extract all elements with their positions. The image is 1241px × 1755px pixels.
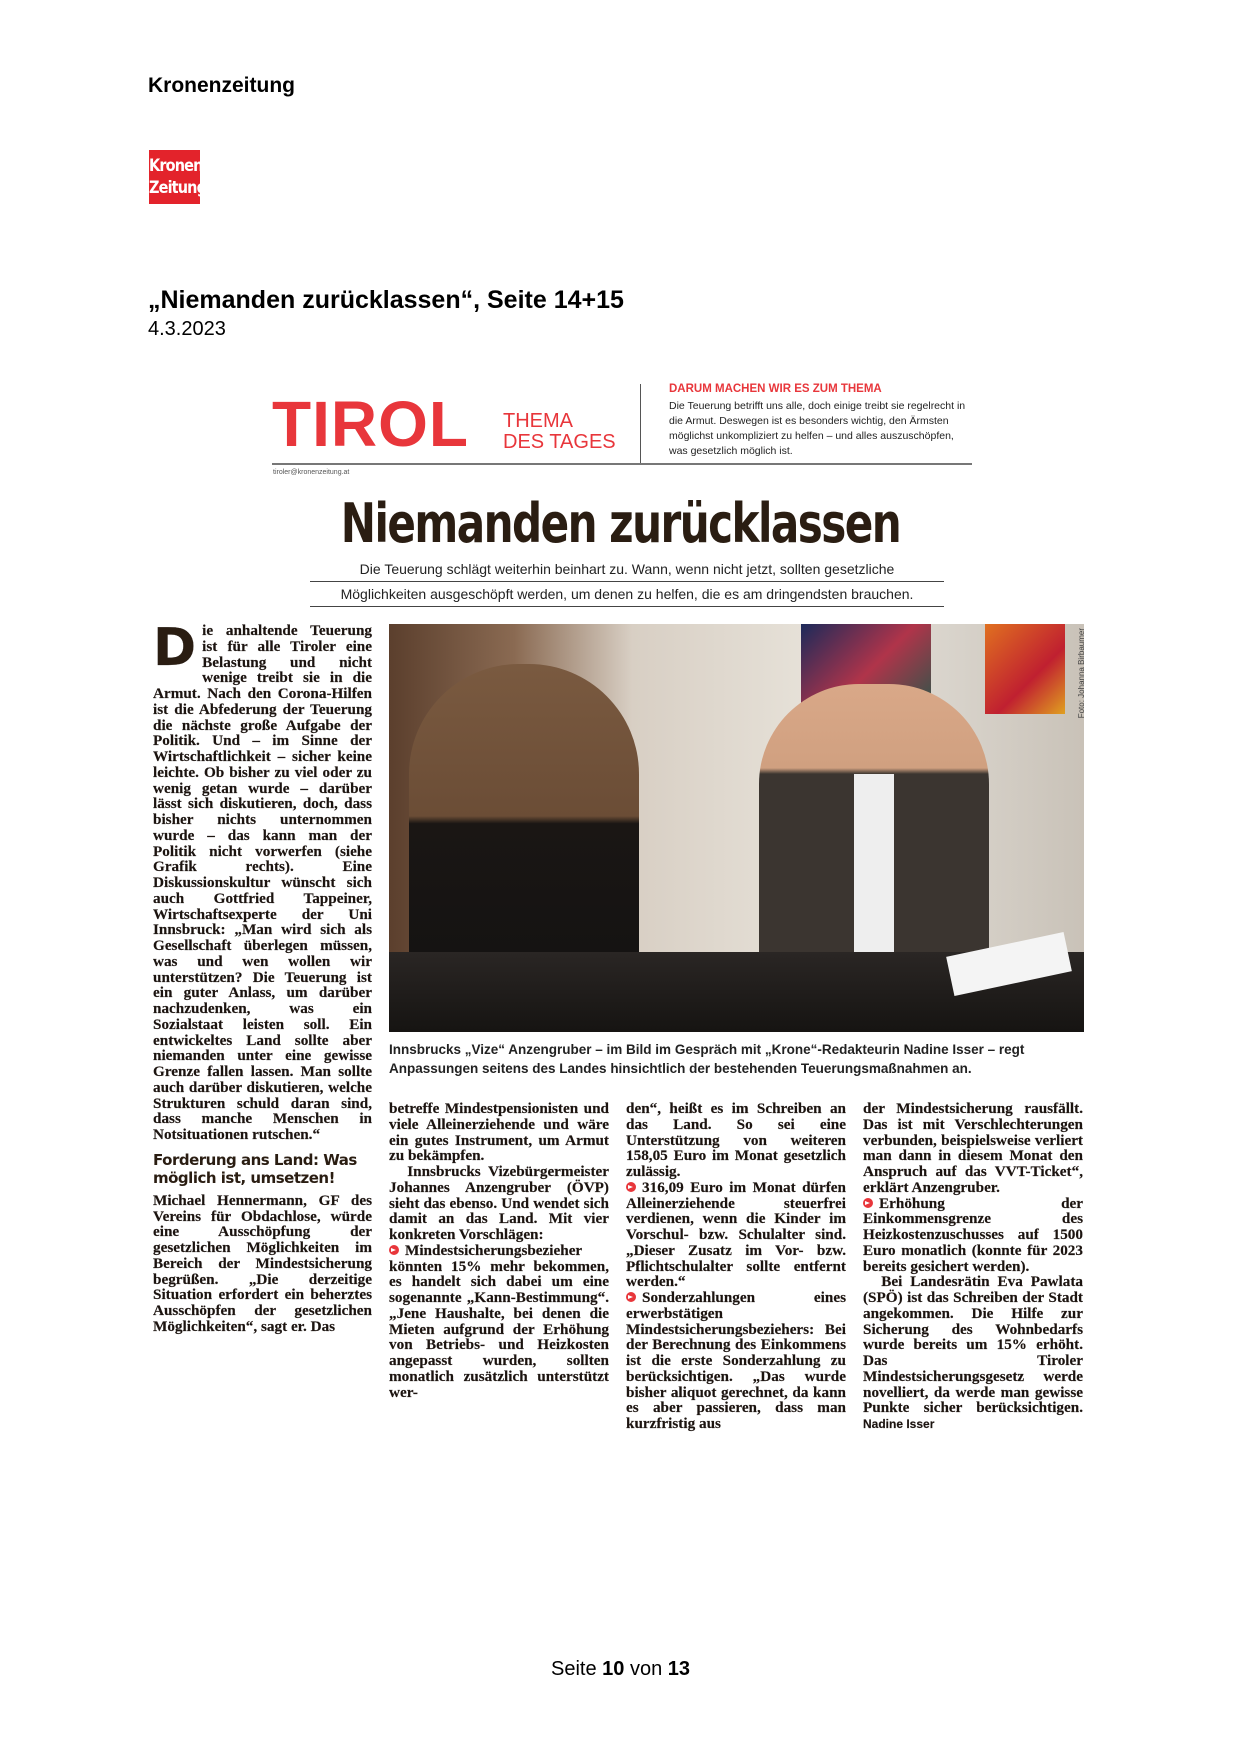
subheadline <box>310 557 944 607</box>
bullet-icon <box>626 1292 636 1302</box>
paragraph: der Mindestsicherung rausfällt. Das ist mit Verschlechterungen verbunden, beispielsweise verliert man dann in diesem Monat den Anspruch auf das VVT-Ticket“, erklärt Anzengruber. <box>863 1100 1083 1196</box>
why-heading: DARUM MACHEN WIR ES ZUM THEMA <box>669 383 882 395</box>
text-column-2 <box>389 1101 609 1400</box>
paragraph: ie anhaltende Teuerung ist für alle Tiroler eine Belastung und nicht wenige treibt sie in die Armut. Nach den Corona-Hilfen ist die Abfederung der Teuerung die nächste große Aufgabe der Politik. Und – im Sinne der Wirtschaftlichkeit – sicher keine leichte. Ob bisher zu viel oder zu wenig getan wurde – darüber lässt sich diskutieren, doch, dass bisher nichts unternommen wurde – das kann man der Politik nicht vorwerfen (siehe Grafik rechts). Eine Diskussionskultur wünscht sich auch Gottfried Tappeiner, Wirtschaftsexperte der Uni Innsbruck: „Man wird sich als Gesellschaft überlegen müssen, was und wen wollen wir unterstützen? Die Teuerung ist ein guter Anlass, um darüber nachzudenken, was ein Sozialstaat leisten soll. Ein entwickeltes Land sollte aber niemanden unter eine gewisse Grenze fallen lassen. Man sollte auch darüber diskutieren, welche Strukturen schuld daran sind, dass manche Menschen in Notsituationen rutschen.“ <box>153 622 372 1143</box>
paragraph: Innsbrucks Vizebürgermeister Johannes Anzengruber (ÖVP) sieht das ebenso. Und wendet sich damit an das Land. Mit vier konkreten Vorschlägen: <box>389 1163 609 1243</box>
bullet-icon <box>389 1245 399 1255</box>
divider <box>272 463 972 465</box>
article-title: „Niemanden zurücklassen“, Seite 14+15 <box>148 286 624 314</box>
article-photo <box>389 624 1084 1032</box>
source-name: Kronenzeitung <box>148 74 295 97</box>
kronen-zeitung-logo <box>149 150 207 204</box>
page-prefix: Seite <box>550 1658 597 1680</box>
paragraph: den“, heißt es im Schreiben an das Land. So sei eine Unterstützung von weiteren 158,05 Euro im Monat gesetzlich zulässig. <box>626 1100 846 1180</box>
section-title: TIROL <box>272 388 469 460</box>
paragraph: 316,09 Euro im Monat dürfen Alleinerziehende steuerfrei verdienen, wenn die Kinder im Vorschul- bzw. Schulalter sind. „Dieser Zusatz im Vor- bzw. Pflichtschulalter sollte entfernt werden.“ <box>626 1178 846 1291</box>
bullet-icon <box>626 1182 636 1192</box>
photo-credit: Foto: Johanna Birbaumer <box>1077 628 1086 719</box>
text-column-1 <box>153 618 372 1335</box>
page-number <box>0 1658 1241 1681</box>
subheading: Forderung ans Land: Was möglich ist, umsetzen! <box>153 1150 357 1187</box>
paragraph: Mindestsicherungsbezieher könnten 15% mehr bekommen, es handelt sich dabei um eine sogenannte „Kann-Bestimmung“. „Jene Haushalte, bei denen die Mieten aufgrund der Erhöhung von Betriebs- und Heizkosten angepasst wurden, sollten monatlich zusätzlich unterstützt wer- <box>389 1241 609 1401</box>
paragraph: Sonderzahlungen eines erwerbstätigen Mindestsicherungsbeziehers: Bei der Berechnung des Einkommens ist die erste Sonderzahlung zu berücksichtigen. „Das wurde bisher aliquot gerechnet, da kann es aber passieren, dass man kurzfristig aus <box>626 1289 846 1432</box>
photo-caption: Innsbrucks „Vize“ Anzengruber – im Bild im Gespräch mit „Krone“-Redakteurin Nadine Isser – regt Anpassungen seitens des Landes hinsichtlich der bestehenden Teuerungsmaßnahmen an. <box>389 1042 1025 1076</box>
section-subtitle <box>503 411 616 453</box>
contact-email: tiroler@kronenzeitung.at <box>273 469 350 476</box>
paragraph: Erhöhung der Einkommensgrenze des Heizkostenzuschusses auf 1500 Euro monatlich (konnte für 2023 bereits gesichert werden). <box>863 1194 1083 1275</box>
total-pages: 13 <box>667 1658 691 1680</box>
drop-cap: D <box>153 618 197 678</box>
subheadline-line: Die Teuerung schlägt weiterhin beinhart zu. Wann, wenn nicht jetzt, sollten gesetzliche <box>310 557 944 582</box>
paragraph: betreffe Mindestpensionisten und viele Alleinerziehende und wäre ein gutes Instrument, um Armut zu bekämpfen. <box>389 1100 609 1165</box>
shirt <box>854 774 894 974</box>
page-of: von <box>629 1658 663 1680</box>
section-subtitle-line: DES TAGES <box>503 431 616 453</box>
author: Nadine Isser <box>863 1417 935 1431</box>
logo-line-2: Zeitung <box>149 178 207 198</box>
subheadline-line: Möglichkeiten ausgeschöpft werden, um denen zu helfen, die es am dringendsten brauchen. <box>310 582 944 607</box>
logo-line-1: Kronen <box>149 156 203 176</box>
paragraph: Michael Hennermann, GF des Vereins für Obdachlose, würde eine Ausschöpfung der gesetzlichen Möglichkeiten im Bereich der Mindestsicherung begrüßen. „Die derzeitige Situation erfordert ein beherztes Ausschöpfen der gesetzlichen Möglichkeiten“, sagt er. Das <box>153 1191 372 1335</box>
headline: Niemanden zurücklassen <box>340 492 901 555</box>
text-column-4 <box>863 1101 1083 1433</box>
current-page: 10 <box>602 1658 625 1680</box>
text-column-3 <box>626 1101 846 1432</box>
why-text: Die Teuerung betrifft uns alle, doch einige treibt sie regelrecht in die Armut. Deswegen ist es besonders wichtig, den Ärmsten möglichst unkompliziert zu helfen – und alles auszuschöpfen, was gesetzlich möglich ist. <box>669 400 966 457</box>
section-subtitle-line: THEMA <box>503 410 573 432</box>
article-date: 4.3.2023 <box>148 318 226 340</box>
paragraph: Bei Landesrätin Eva Pawlata (SPÖ) ist das Schreiben der Stadt angekommen. Die Hilfe zur Sicherung des Wohnbedarfs wurde bereits um 15% erhöht. Das Tiroler Mindestsicherungsgesetz werde novelliert, da werde man gewisse Punkte sicher berücksichtigen. <box>863 1273 1083 1417</box>
divider <box>640 384 641 464</box>
bullet-icon <box>863 1198 873 1208</box>
painting <box>985 624 1065 714</box>
